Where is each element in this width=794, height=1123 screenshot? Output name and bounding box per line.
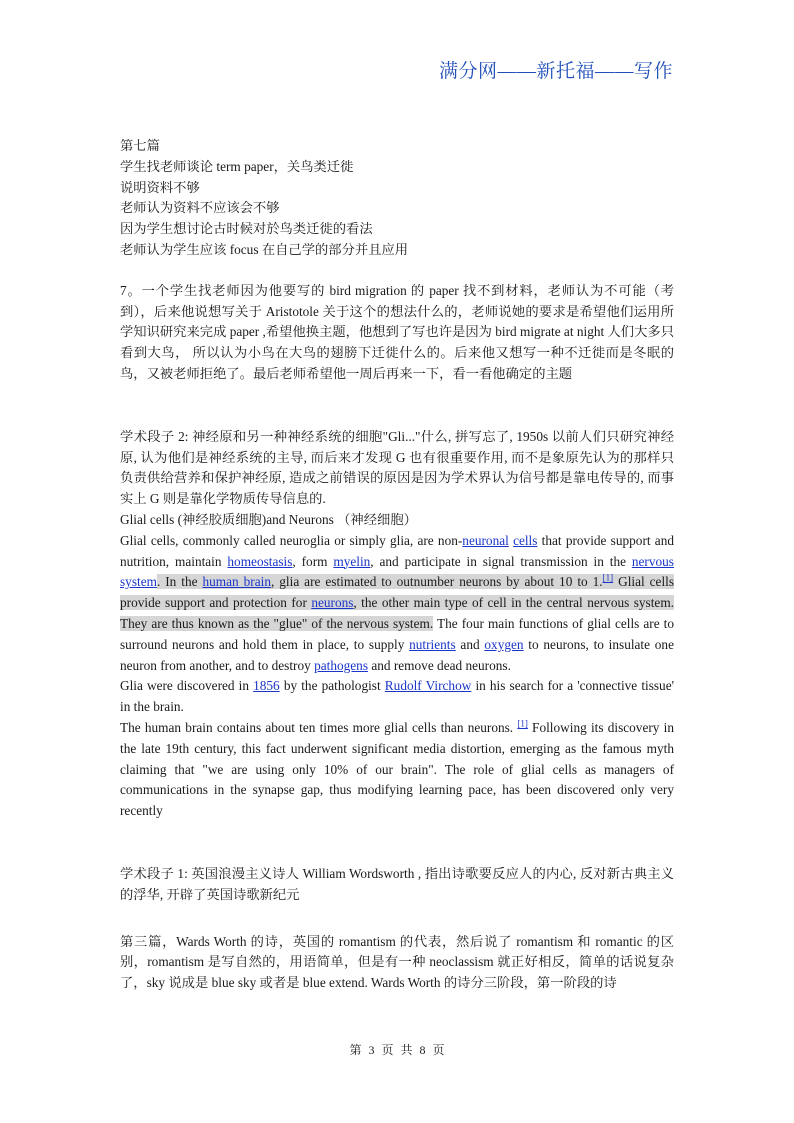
section-7-title: 第七篇: [120, 138, 160, 153]
link-1856[interactable]: 1856: [253, 678, 280, 694]
link-rudolf-virchow[interactable]: Rudolf Virchow: [384, 678, 472, 694]
link-human-brain[interactable]: human brain: [202, 574, 271, 590]
outline-line: 老师认为学生应该 focus 在自己学的部分并且应用: [120, 241, 409, 257]
link-cells[interactable]: cells: [513, 532, 538, 548]
link-myelin[interactable]: myelin: [333, 553, 371, 569]
reference-link[interactable]: [1]: [517, 718, 528, 729]
page-number-footer: 第 3 页 共 8 页: [349, 1043, 445, 1057]
link-oxygen[interactable]: oxygen: [484, 636, 524, 652]
link-neurons[interactable]: neurons: [311, 595, 354, 611]
outline-line: 说明资料不够: [120, 179, 200, 195]
lecture-2-intro: 学术段子 2: 神经原和另一种神经系统的细胞"Gli..."什么, 拼写忘了, 1950s 以前人们只研究神经原, 认为他们是神经系统的主导, 而后来才发现 G 也有很重要作用, 而不是象原先认为的那样只负责供给营养和保护神经原, 造成之前错误的原因是因为学术界认为信号都是靠电传导的, 而事实上 G 则是靠化学物质传导信息的.: [120, 428, 674, 507]
outline-line: 老师认为资料不应该会不够: [120, 200, 280, 216]
reference-link[interactable]: [1]: [602, 572, 614, 583]
section-7-outline: [120, 136, 674, 261]
outline-line: 因为学生想讨论古时候对於鸟类迁徙的看法: [120, 221, 373, 237]
section-3-text: 第三篇，Wards Worth 的诗，英国的 romantism 的代表，然后说了 romantism 和 romantic 的区别，romantism 是写自然的，用语简单，但是有一种 neoclassism 就正好相反，简单的话说复杂了，sky 说成是 blue sky 或者是 blue extend. Wards Worth 的诗分三阶段，第一阶段的诗: [120, 933, 674, 991]
document-body: [120, 136, 674, 994]
link-nervous-system[interactable]: nervous system: [120, 553, 674, 590]
glial-paragraph-3: The human brain contains about ten times more glial cells than neurons. [1] Following its discovery in the late 19th century, this fact underwent significant media distortion, emerging as the famous myth claiming that "we are using only 10% of our brain". The role of glial cells as managers of communications in the synapse gap, thus modifying learning pace, has been discovered only very recently: [120, 718, 674, 819]
section-7-summary: 7。一个学生找老师因为他要写的 bird migration 的 paper 找不到材料，老师认为不可能（考到），后来他说想写关于 Aristotole 关于这个的想法什么的，老师说她的要求是希望他们运用所学知识研究来完成 paper ,希望他换主题，他想到了写也许是因为 bird migrate at night 人们大多只看到大鸟， 所以认为小鸟在大鸟的翅膀下迁徙什么的。后来他又想写一种不迁徙而是冬眠的鸟，又被老师拒绝了。最后老师希望他一周后再来一下，看一看他确定的主题: [120, 282, 674, 381]
glial-paragraph-2: Glia were discovered in 1856 by the pathologist Rudolf Virchow in his search for a 'connective tissue' in the brain.: [120, 678, 675, 715]
link-homeostasis[interactable]: homeostasis: [227, 553, 293, 569]
outline-line: 学生找老师谈论 term paper，关鸟类迁徙: [120, 158, 354, 174]
link-pathogens[interactable]: pathogens: [314, 657, 368, 673]
link-nutrients[interactable]: nutrients: [409, 636, 456, 652]
lecture-2-subtitle: Glial cells (神经胶质细胞)and Neurons （神经细胞）: [120, 511, 417, 527]
highlighted-text: . In the human brain, glia are estimated to outnumber neurons by about 10 to 1.[1] Glial cells provide support and protection for neurons, the other main type of cell in the central nervous system. They are thus known as the "glue" of the nervous system.: [120, 572, 675, 631]
lecture-1-intro: 学术段子 1: 英国浪漫主义诗人 William Wordsworth , 指出诗歌要反应人的内心, 反对新古典主义的浮华, 开辟了英国诗歌新纪元: [120, 865, 674, 902]
link-neuronal[interactable]: neuronal: [462, 532, 509, 548]
glial-paragraph-1: Glial cells, commonly called neuroglia or simply glia, are non-neuronal cells that provide support and nutrition, maintain homeostasis, form myelin, and participate in signal transmission in the nervous system. In the human brain, glia are estimated to outnumber neurons by about 10 to 1.[1] Glial cells provide support and protection for neurons, the other main type of cell in the central nervous system. They are thus known as the "glue" of the nervous system. The four main functions of glial cells are to surround neurons and hold them in place, to supply nutrients and oxygen to neurons, to insulate one neuron from another, and to destroy pathogens and remove dead neurons.: [120, 532, 675, 673]
page-header-title: 满分网——新托福——写作: [438, 61, 673, 82]
